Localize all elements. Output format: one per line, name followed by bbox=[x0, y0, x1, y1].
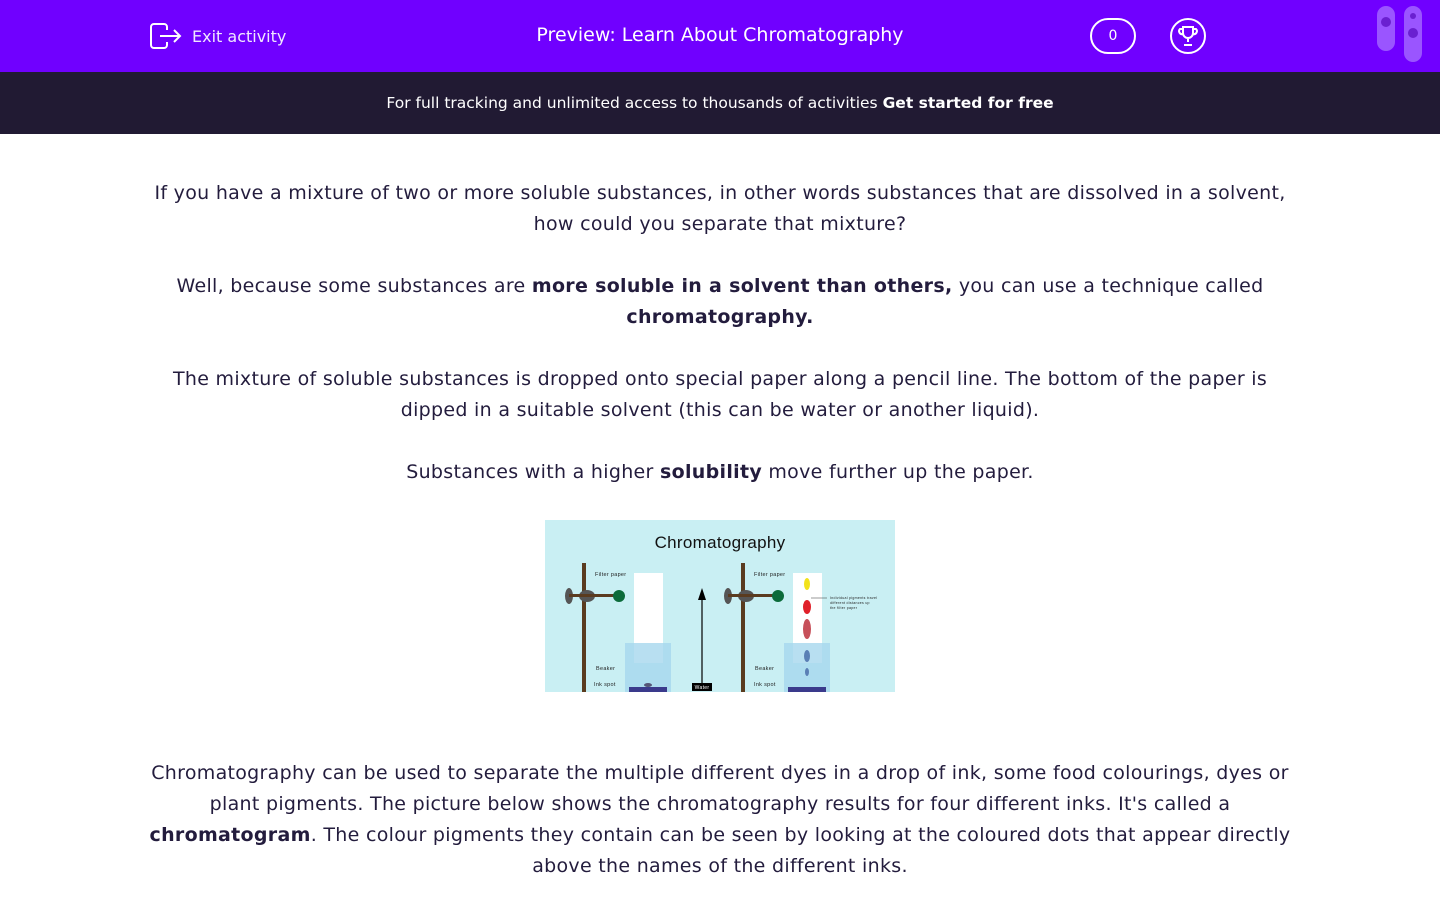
get-started-link[interactable]: Get started for free bbox=[882, 94, 1054, 112]
filter-paper-label: Filter paper bbox=[595, 572, 627, 578]
bold-text: chromatography. bbox=[626, 306, 814, 328]
exit-activity-button[interactable] bbox=[150, 22, 286, 50]
banner-text: For full tracking and unlimited access to thousands of activities bbox=[386, 94, 883, 112]
paragraph-higher-solubility bbox=[140, 457, 1300, 488]
trophy-icon bbox=[1178, 25, 1198, 47]
bold-text: more soluble in a solvent than others, bbox=[531, 275, 953, 297]
paragraph-solubility bbox=[140, 271, 1300, 333]
bold-text: chromatogram bbox=[149, 824, 311, 846]
text: you can use a technique called bbox=[952, 275, 1264, 297]
right-apparatus bbox=[724, 563, 877, 692]
signup-banner bbox=[0, 72, 1440, 134]
text: . The colour pigments they contain can be seen by looking at the coloured dots that appear directly above the names of the different inks. bbox=[310, 824, 1291, 877]
score-badge: 0 bbox=[1090, 18, 1136, 54]
pigments-note: different distances up bbox=[830, 601, 870, 605]
paragraph-method: The mixture of soluble substances is dropped onto special paper along a pencil line. The bottom of the paper is dipped in a suitable solvent (this can be water or another liquid). bbox=[172, 368, 1268, 421]
page-title: Preview: Learn About Chromatography bbox=[536, 24, 904, 46]
paragraph-chromatogram bbox=[140, 758, 1300, 882]
beaker-label: Beaker bbox=[755, 666, 775, 672]
text: Chromatography can be used to separate the multiple different dyes in a drop of ink, some food colourings, dyes or plant pigments. The picture below shows the chromatography results for four different inks. It's called a bbox=[151, 762, 1289, 815]
filter-paper-label: Filter paper bbox=[754, 572, 786, 578]
trophy-button[interactable] bbox=[1170, 18, 1206, 54]
pigments-note: Individual pigments travel bbox=[830, 596, 878, 600]
chromatography-diagram bbox=[545, 520, 895, 692]
lesson-content bbox=[140, 178, 1300, 882]
test-tubes-logo-icon bbox=[1376, 6, 1426, 64]
left-apparatus bbox=[565, 563, 671, 692]
ink-spot-label: Ink spot bbox=[754, 682, 776, 688]
pigments-note: the filter paper bbox=[830, 606, 858, 610]
top-bar bbox=[0, 0, 1440, 72]
ink-spot-label: Ink spot bbox=[594, 682, 616, 688]
bold-text: solubility bbox=[660, 461, 763, 483]
beaker-label: Beaker bbox=[596, 666, 616, 672]
text: Substances with a higher bbox=[406, 461, 660, 483]
figure-title: Chromatography bbox=[654, 533, 786, 552]
exit-activity-label: Exit activity bbox=[192, 26, 287, 46]
water-label: Water bbox=[694, 685, 710, 691]
exit-icon bbox=[150, 22, 182, 50]
paragraph-intro: If you have a mixture of two or more soluble substances, in other words substances that are dissolved in a solvent, how could you separate that mixture? bbox=[154, 182, 1286, 235]
text: Well, because some substances are bbox=[176, 275, 532, 297]
text: move further up the paper. bbox=[762, 461, 1034, 483]
